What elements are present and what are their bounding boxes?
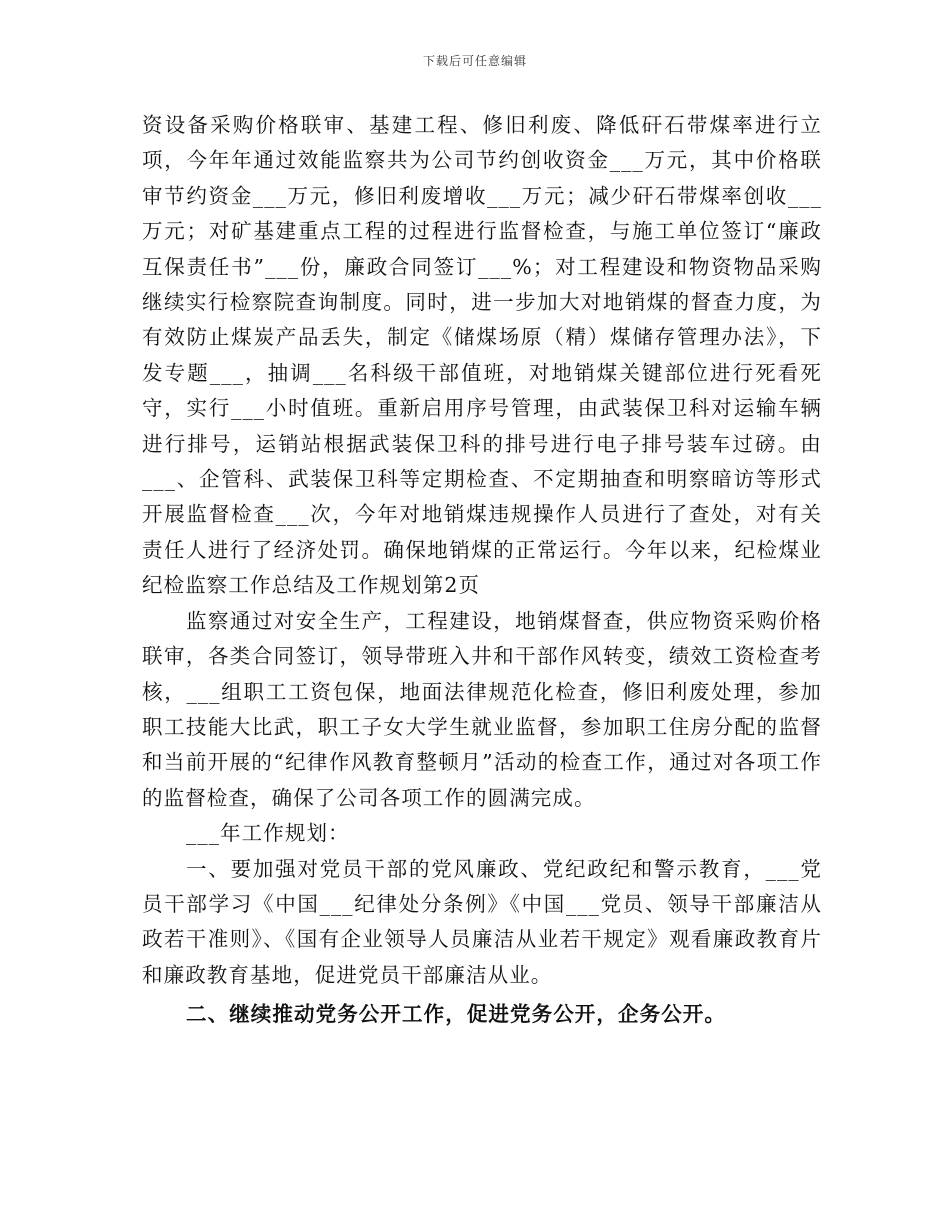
page-header: 下载后可任意编辑	[422, 54, 527, 68]
paragraph-4: 一、要加强对党员干部的党风廉政、党纪政纪和警示教育，___党员干部学习《中国___纪律处分条例》《中国___党员、领导干部廉洁从政若干准则》、《国有企业领导人员廉洁从业若干规定》观看廉政教育片和廉政教育基地，促进党员干部廉洁从业。	[142, 856, 822, 987]
paragraph-1: 资设备采购价格联审、基建工程、修旧利废、降低矸石带煤率进行立项，今年年通过效能监察共为公司节约创收资金___万元，其中价格联审节约资金___万元，修旧利废增收___万元；减少矸石带煤率创收___万元；对矿基建重点工程的过程进行监督检查，与施工单位签订“廉政互保责任书”___份，廉政合同签订___%；对工程建设和物资物品采购继续实行检察院查询制度。同时，进一步加大对地销煤的督查力度，为有效防止煤炭产品丢失，制定《储煤场原（精）煤储存管理办法》，下发专题___，抽调___名科级干部值班，对地销煤关键部位进行死看死守，实行___小时值班。重新启用序号管理，由武装保卫科对运输车辆进行排号，运销站根据武装保卫科的排号进行电子排号装车过磅。由___、企管科、武装保卫科等定期检查、不定期抽查和明察暗访等形式开展监督检查___次，今年对地销煤违规操作人员进行了查处，对有关责任人进行了经济处罚。确保地销煤的正常运行。今年以来，纪检煤业纪检监察工作总结及工作规划第2页	[142, 113, 822, 598]
paragraph-2: 监察通过对安全生产，工程建设，地销煤督查，供应物资采购价格联审，各类合同签订，领导带班入井和干部作风转变，绩效工资检查考核，___组职工工资包保，地面法律规范化检查，修旧利废处理，参加职工技能大比武，职工子女大学生就业监督，参加职工住房分配的监督和当前开展的“纪律作风教育整顿月”活动的检查工作，通过对各项工作的监督检查，确保了公司各项工作的圆满完成。	[142, 608, 822, 810]
paragraph-5-heading: 二、继续推动党务公开工作，促进党务公开，企务公开。	[186, 1002, 726, 1027]
paragraph-3: ___年工作规划：	[186, 821, 350, 846]
document-body	[142, 108, 822, 1033]
